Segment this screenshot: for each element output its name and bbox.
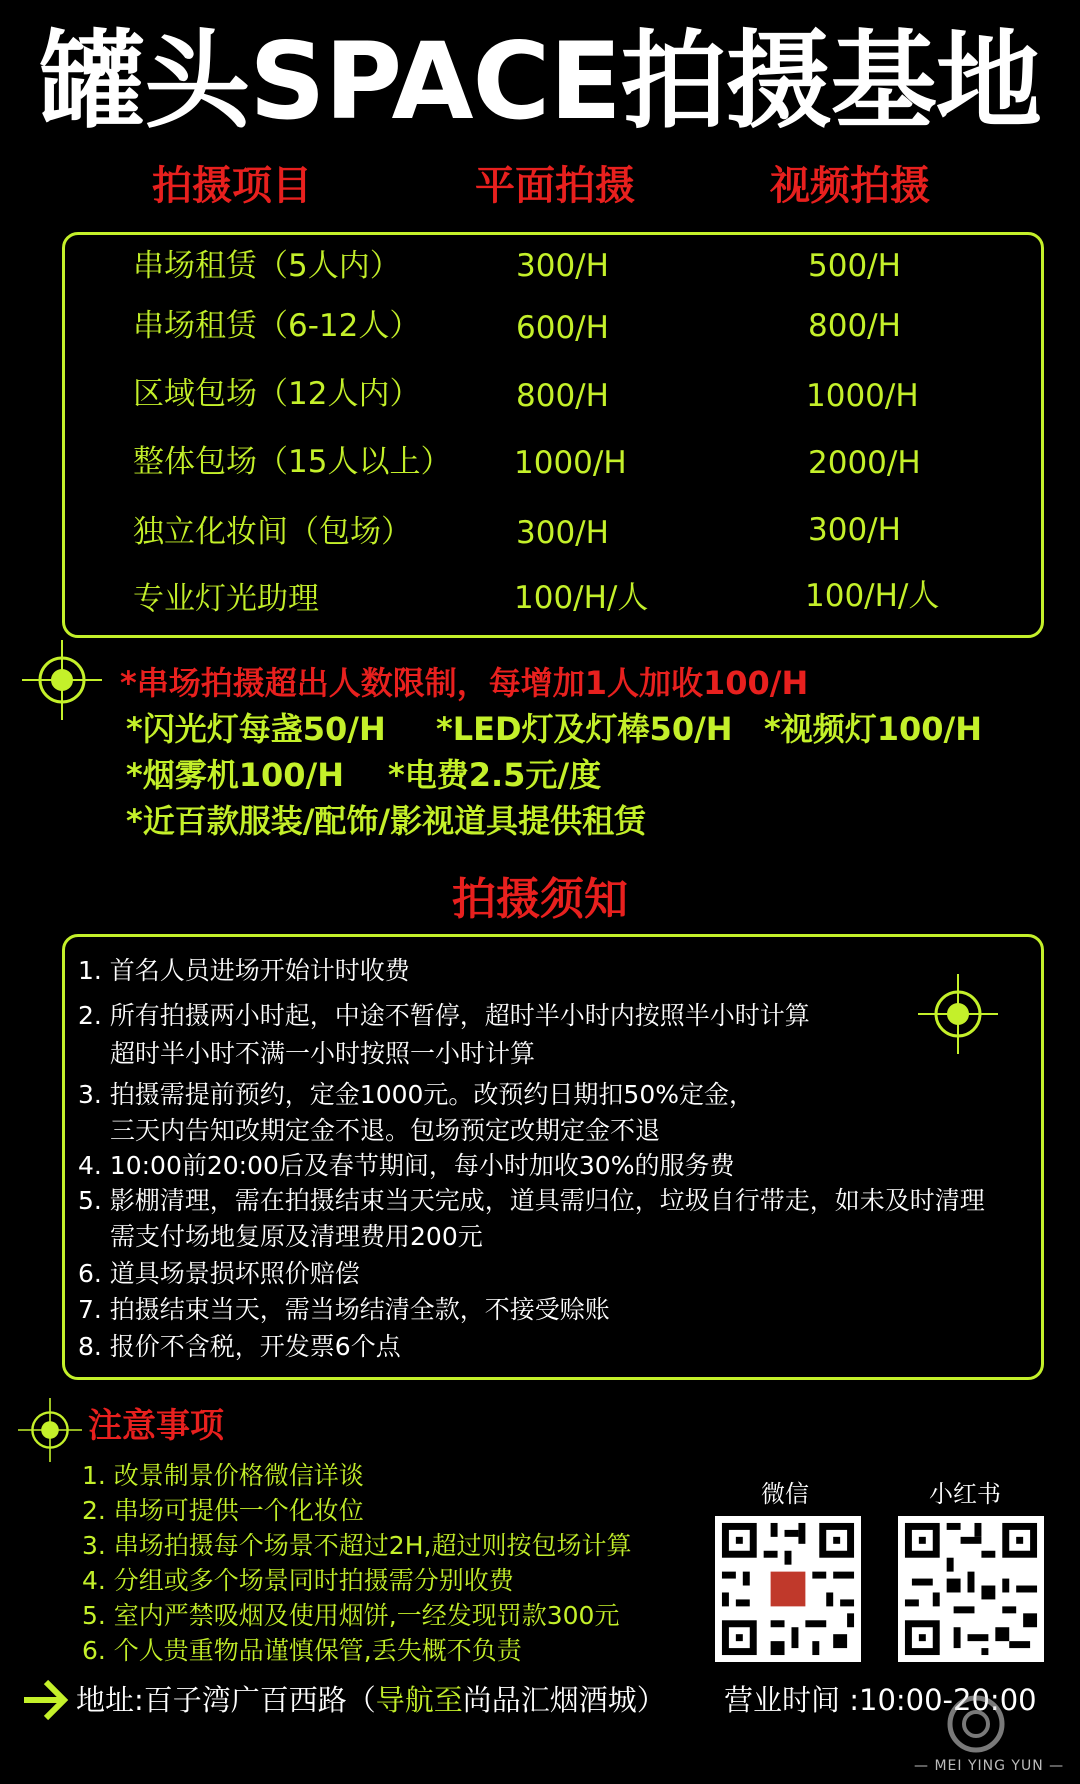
attention-item: 3. 串场拍摄每个场景不超过2H,超过则按包场计算 — [82, 1531, 632, 1560]
wechat-label: 微信 — [761, 1480, 809, 1508]
power-note: *电费2.5元/度 — [388, 756, 602, 794]
row-item: 整体包场（15人以上） — [133, 444, 452, 480]
video-light-note: *视频灯100/H — [764, 710, 983, 748]
rule-item: 三天内告知改期定金不退。包场预定改期定金不退 — [110, 1116, 661, 1145]
attention-title: 注意事项 — [88, 1406, 224, 1446]
attention-item: 1. 改景制景价格微信详谈 — [82, 1461, 364, 1490]
crosshair-icon — [18, 1398, 82, 1462]
rule-item: 1. 首名人员进场开始计时收费 — [78, 956, 410, 985]
rule-item: 超时半小时不满一小时按照一小时计算 — [110, 1039, 536, 1068]
row-photo-price: 300/H — [516, 515, 609, 551]
rule-item: 8. 报价不含税，开发票6个点 — [78, 1332, 401, 1361]
row-video-price: 500/H — [808, 248, 901, 284]
address-suffix: 尚品汇烟酒城） — [462, 1683, 666, 1717]
wechat-qr-icon[interactable] — [715, 1516, 861, 1662]
row-photo-price: 100/H/人 — [514, 580, 649, 616]
watermark-label: MEI YING YUN — [934, 1758, 1044, 1774]
row-item: 专业灯光助理 — [133, 581, 319, 617]
rule-item: 7. 拍摄结束当天，需当场结清全款，不接受赊账 — [78, 1295, 610, 1324]
rule-item: 3. 拍摄需提前预约，定金1000元。改预约日期扣50%定金， — [78, 1080, 754, 1109]
rule-item: 2. 所有拍摄两小时起，中途不暂停，超时半小时内按照半小时计算 — [78, 1001, 810, 1030]
attention-item: 5. 室内严禁吸烟及使用烟饼,一经发现罚款300元 — [82, 1601, 620, 1630]
attention-item: 6. 个人贵重物品谨慎保管,丢失概不负责 — [82, 1636, 522, 1665]
watermark-text: — MEI YING YUN — — [914, 1758, 1065, 1774]
header-photo: 平面拍摄 — [475, 163, 635, 209]
row-video-price: 300/H — [808, 512, 901, 548]
rules-title: 拍摄须知 — [452, 874, 628, 925]
page-title: 罐头SPACE拍摄基地 — [39, 20, 1041, 143]
watermark-logo-icon — [944, 1692, 1008, 1756]
row-video-price: 100/H/人 — [805, 578, 940, 614]
row-video-price: 2000/H — [808, 445, 921, 481]
row-photo-price: 800/H — [516, 378, 609, 414]
row-photo-price: 1000/H — [514, 445, 627, 481]
row-item: 串场租赁（6-12人） — [133, 308, 421, 344]
row-video-price: 800/H — [808, 308, 901, 344]
row-item: 独立化妆间（包场） — [133, 514, 412, 550]
row-photo-price: 300/H — [516, 248, 609, 284]
attention-item: 4. 分组或多个场景同时拍摄需分别收费 — [82, 1566, 514, 1595]
xiaohongshu-label: 小红书 — [929, 1480, 1001, 1508]
arrow-right-icon — [22, 1676, 70, 1724]
overflow-note: *串场拍摄超出人数限制，每增加1人加收100/H — [120, 664, 809, 702]
rule-item: 4. 10:00前20:00后及春节期间，每小时加收30%的服务费 — [78, 1151, 735, 1180]
header-video: 视频拍摄 — [770, 163, 930, 209]
address-nav: 导航至 — [375, 1683, 463, 1717]
attention-item: 2. 串场可提供一个化妆位 — [82, 1496, 364, 1525]
address — [76, 1680, 666, 1720]
rule-item: 6. 道具场景损坏照价赔偿 — [78, 1259, 360, 1288]
business-hours: 营业时间 :10:00-20:00 — [724, 1683, 1037, 1717]
crosshair-icon — [918, 974, 998, 1054]
crosshair-icon — [22, 640, 102, 720]
address-prefix: 地址:百子湾广百西路（ — [76, 1683, 376, 1717]
row-video-price: 1000/H — [806, 378, 919, 414]
costume-note: *近百款服装/配饰/影视道具提供租赁 — [126, 802, 647, 840]
led-note: *LED灯及灯棒50/H — [436, 710, 733, 748]
fog-note: *烟雾机100/H — [126, 756, 345, 794]
row-photo-price: 600/H — [516, 310, 609, 346]
flash-note: *闪光灯每盏50/H — [126, 710, 386, 748]
row-item: 串场租赁（5人内） — [133, 248, 401, 284]
rule-item: 需支付场地复原及清理费用200元 — [110, 1222, 483, 1251]
rule-item: 5. 影棚清理，需在拍摄结束当天完成，道具需归位，垃圾自行带走，如未及时清理 — [78, 1186, 985, 1215]
header-item: 拍摄项目 — [152, 163, 312, 209]
xiaohongshu-qr-icon[interactable] — [898, 1516, 1044, 1662]
row-item: 区域包场（12人内） — [133, 376, 421, 412]
